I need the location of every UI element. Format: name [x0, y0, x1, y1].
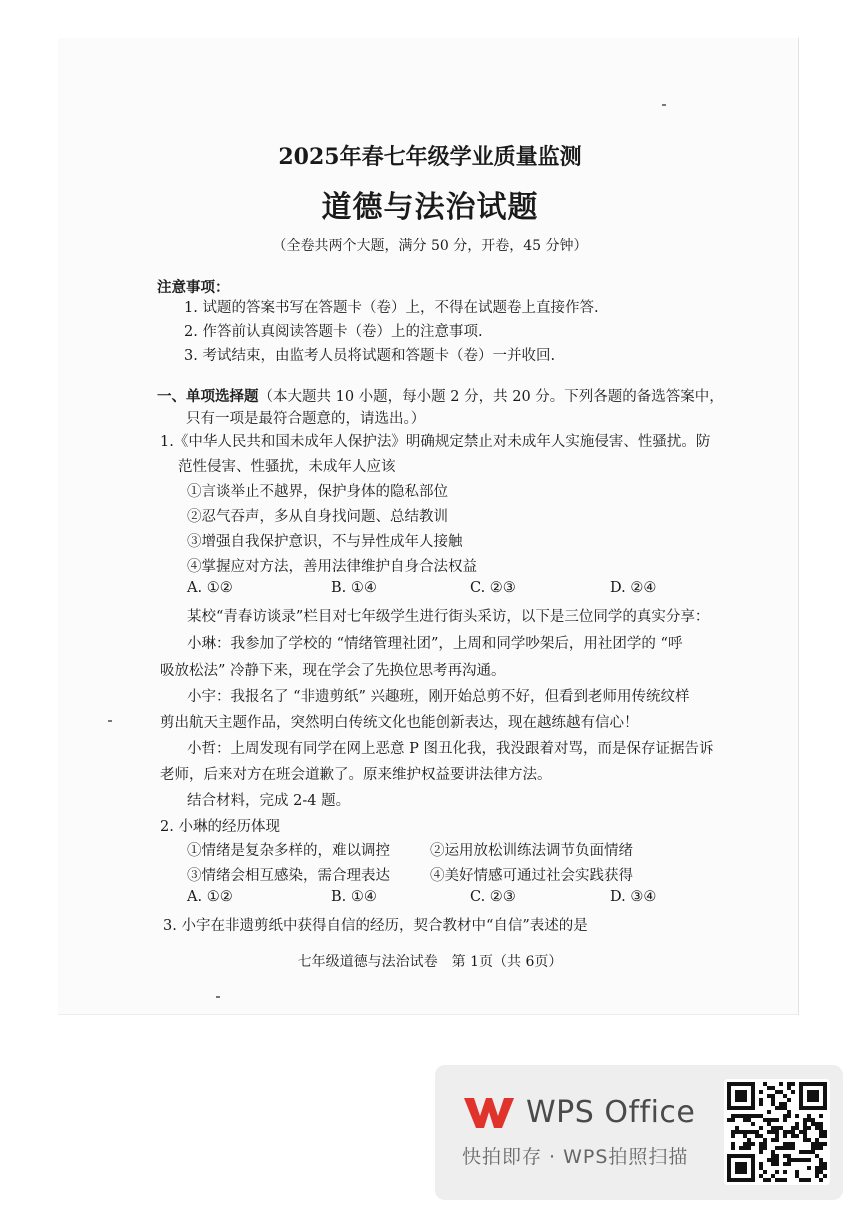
note-item: 2. 作答前认真阅读答题卡（卷）上的注意事项.: [184, 324, 483, 340]
wps-logo-row: [462, 1094, 695, 1130]
wps-logo-icon: [462, 1094, 516, 1130]
q2-stem: 2. 小琳的经历体现: [160, 819, 280, 835]
q2-option: ④美好情感可通过社会实践获得: [430, 868, 633, 884]
q2-option: ③情绪会相互感染，需合理表达: [187, 868, 390, 884]
q1-choice-b: B. ①④: [331, 580, 377, 596]
q3-stem: 3. 小宇在非遗剪纸中获得自信的经历，契合教材中“自信”表述的是: [163, 918, 588, 934]
q1-stem-line2: 范性侵害、性骚扰，未成年人应该: [178, 459, 396, 475]
q1-choice-d: D. ②④: [610, 580, 657, 596]
q2-choice-a: A. ①②: [187, 889, 233, 905]
page-footer: 七年级道德与法治试卷 第 1页（共 6页）: [297, 954, 563, 970]
note-item: 3. 考试结束，由监考人员将试题和答题卡（卷）一并收回.: [184, 348, 556, 364]
exam-subject: 道德与法治试题: [321, 190, 539, 225]
scan-speck: [216, 996, 220, 998]
q1-option: ②忍气吞声，多从自身找问题、总结教训: [187, 509, 448, 525]
material-yu-line2: 剪出航天主题作品，突然明白传统文化也能创新表达，现在越练越有信心！: [160, 715, 639, 731]
section1-header: [157, 385, 724, 406]
qr-code: [724, 1079, 830, 1185]
material-zhe: 小哲：上周发现有同学在网上恶意 P 图丑化我，我没跟着对骂，而是保存证据告诉: [187, 741, 714, 757]
q1-stem: 1.《中华人民共和国未成年人保护法》明确规定禁止对未成年人实施侵害、性骚扰。防: [160, 434, 711, 450]
material-task: 结合材料，完成 2-4 题。: [187, 793, 351, 809]
scan-speck: [108, 720, 112, 722]
wps-slogan: 快拍即存 · WPS拍照扫描: [462, 1146, 689, 1168]
material-zhe-line2: 老师，后来对方在班会道歉了。原来维护权益要讲法律方法。: [160, 767, 552, 783]
material-lin: 小琳：我参加了学校的 “情绪管理社团”，上周和同学吵架后，用社团学的 “呼: [187, 636, 683, 652]
section1-desc: （本大题共 10 小题，每小题 2 分，共 20 分。下列各题的备选答案中，: [258, 389, 724, 405]
material-yu: 小宇：我报名了 “非遗剪纸” 兴趣班，刚开始总剪不好，但看到老师用传统纹样: [187, 689, 690, 705]
section1-desc-line2: 只有一项是最符合题意的，请选出。）: [186, 411, 426, 427]
wps-brand: WPS Office: [526, 1094, 696, 1130]
q2-choice-b: B. ①④: [331, 889, 377, 905]
q1-choice-a: A. ①②: [187, 580, 233, 596]
q1-option: ③增强自我保护意识，不与异性成年人接触: [187, 534, 463, 550]
q2-option: ②运用放松训练法调节负面情绪: [430, 843, 633, 859]
q2-choice-d: D. ③④: [610, 889, 657, 905]
q2-option: ①情绪是复杂多样的，难以调控: [187, 843, 390, 859]
exam-title: 2025年春七年级学业质量监测: [278, 144, 582, 170]
exam-info: （全卷共两个大题，满分 50 分，开卷，45 分钟）: [272, 238, 588, 254]
material-intro: 某校“青春访谈录”栏目对七年级学生进行街头采访，以下是三位同学的真实分享：: [187, 609, 710, 625]
material-lin-line2: 吸放松法” 冷静下来，现在学会了先换位思考再沟通。: [160, 663, 506, 679]
q1-option: ①言谈举止不越界，保护身体的隐私部位: [187, 484, 448, 500]
q2-choice-c: C. ②③: [470, 889, 516, 905]
q1-choice-c: C. ②③: [470, 580, 516, 596]
scan-speck: [662, 104, 666, 106]
qr-code-icon: [724, 1079, 830, 1185]
section1-label: 一、单项选择题: [157, 388, 259, 405]
notes-heading: 注意事项：: [157, 279, 230, 296]
note-item: 1. 试题的答案书写在答题卡（卷）上，不得在试题卷上直接作答.: [184, 300, 599, 316]
q1-option: ④掌握应对方法，善用法律维护自身合法权益: [187, 559, 477, 575]
